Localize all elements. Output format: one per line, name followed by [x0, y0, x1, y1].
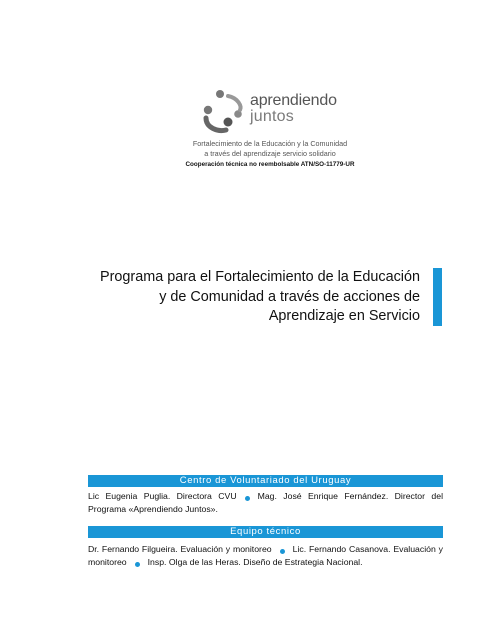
document-title [80, 268, 420, 327]
person-entry: Lic. Fernando Casanova. Evaluación y monitoreo [88, 544, 443, 567]
title-line-3: Aprendizaje en Servicio [268, 308, 420, 324]
logo-tagline [160, 139, 380, 158]
logo-arc-left [206, 118, 226, 131]
section-people-equipo-tecnico [88, 543, 443, 568]
bullet-dot-icon [280, 549, 285, 554]
logo-word-juntos: juntos [250, 108, 294, 125]
section-people-cvu [88, 490, 443, 515]
title-line-1: Programa para el Fortalecimiento de la Educación [100, 269, 420, 285]
logo-dot-center [224, 118, 233, 127]
aprendiendo-juntos-logo-mark-icon [200, 88, 246, 134]
person-entry: Lic Eugenia Puglia. Directora CVU [88, 491, 237, 501]
logo-dot-top [216, 90, 224, 98]
logo-arc-right [228, 96, 241, 110]
section-heading-cvu: Centro de Voluntariado del Uruguay [88, 475, 443, 487]
logo-word-aprendiendo: aprendiendo [250, 92, 337, 109]
bullet-dot-icon [135, 562, 140, 567]
person-entry: Dr. Fernando Filgueira. Evaluación y monitoreo [88, 544, 272, 554]
tagline-line-1: Fortalecimiento de la Educación y la Comunidad [192, 139, 348, 148]
bullet-dot-icon [245, 496, 250, 501]
logo-dot-left [204, 106, 212, 114]
title-accent-bar [433, 268, 442, 326]
tagline-line-2: a través del aprendizaje servicio solidario [204, 148, 336, 158]
title-line-2: y de Comunidad a través de acciones de [159, 288, 420, 305]
section-heading-equipo-tecnico: Equipo técnico [88, 526, 443, 538]
cooperation-note: Cooperación técnica no reembolsable ATN/SO-11779-UR [185, 161, 355, 168]
logo-block [200, 84, 345, 134]
person-entry: Insp. Olga de las Heras. Diseño de Estrategia Nacional. [147, 556, 363, 567]
person-entry: Mag. José Enrique Fernández. Director del Programa «Aprendiendo Juntos». [88, 491, 443, 514]
